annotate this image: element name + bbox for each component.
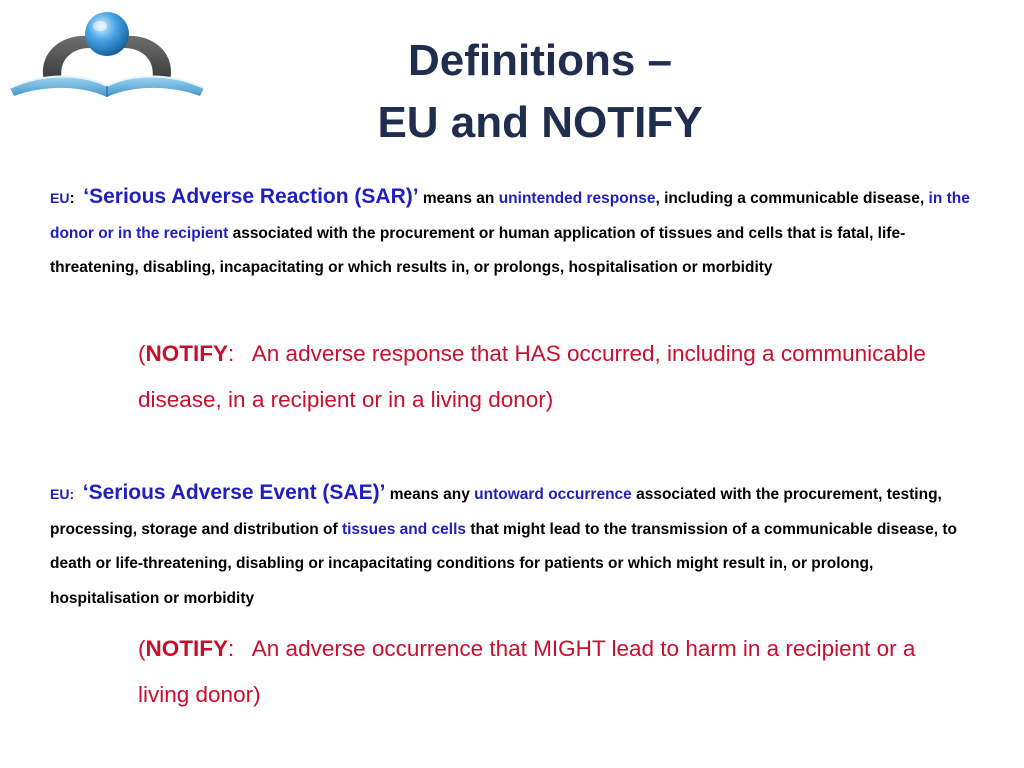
eu-colon: :	[69, 190, 75, 207]
title-line-1: Definitions –	[407, 36, 673, 85]
notify-sae-text: An adverse occurrence that MIGHT lead to harm in a recipient or a living donor)	[138, 636, 922, 707]
logo-icon	[4, 6, 210, 102]
sae-text-1: means any	[385, 486, 475, 503]
page-title	[300, 30, 780, 154]
notify-open-paren: (	[138, 636, 146, 661]
sae-text-2: associated with the procurement, testing, processing, storage and distribution of	[50, 486, 942, 538]
sae-term: ‘Serious Adverse Event (SAE)’	[82, 481, 386, 504]
sae-highlight-2: tissues and cells	[341, 520, 467, 538]
notify-sar-definition	[138, 331, 958, 423]
eu-label: EU	[50, 190, 70, 206]
sar-highlight-1: unintended response	[498, 190, 656, 207]
notify-sae-definition	[138, 626, 958, 718]
notify-label: NOTIFY	[145, 341, 228, 366]
notify-colon: :	[228, 636, 235, 661]
sar-text-3: associated with the procurement or human application of tissues and cells that is fatal, life-threatening, disabling, incapacitating or which results in, or prolongs, hospitalisation or morbidity	[50, 224, 906, 276]
sae-highlight-1: untoward occurrence	[474, 486, 632, 503]
sar-highlight-2: in the donor or in the recipient	[50, 190, 970, 242]
sar-text-1: means an	[418, 190, 499, 207]
sae-definition	[50, 476, 980, 616]
sar-text-2: , including a communicable disease,	[655, 190, 929, 207]
sar-definition	[50, 180, 980, 286]
notify-colon: :	[228, 341, 235, 366]
eu-label: EU:	[50, 486, 75, 502]
sar-term: ‘Serious Adverse Reaction (SAR)’	[83, 185, 419, 208]
notify-sar-text: An adverse response that HAS occurred, including a communicable disease, in a recipient or in a living donor)	[138, 341, 933, 412]
notify-open-paren: (	[138, 341, 146, 366]
title-line-2: EU and NOTIFY	[377, 98, 703, 147]
notify-label: NOTIFY	[145, 636, 228, 661]
sae-text-3: that might lead to the transmission of a communicable disease, to death or life-threatening, disabling or incapacitating conditions for patients or which might result in, or prolong, hospitalisation or morbidity	[50, 520, 957, 607]
